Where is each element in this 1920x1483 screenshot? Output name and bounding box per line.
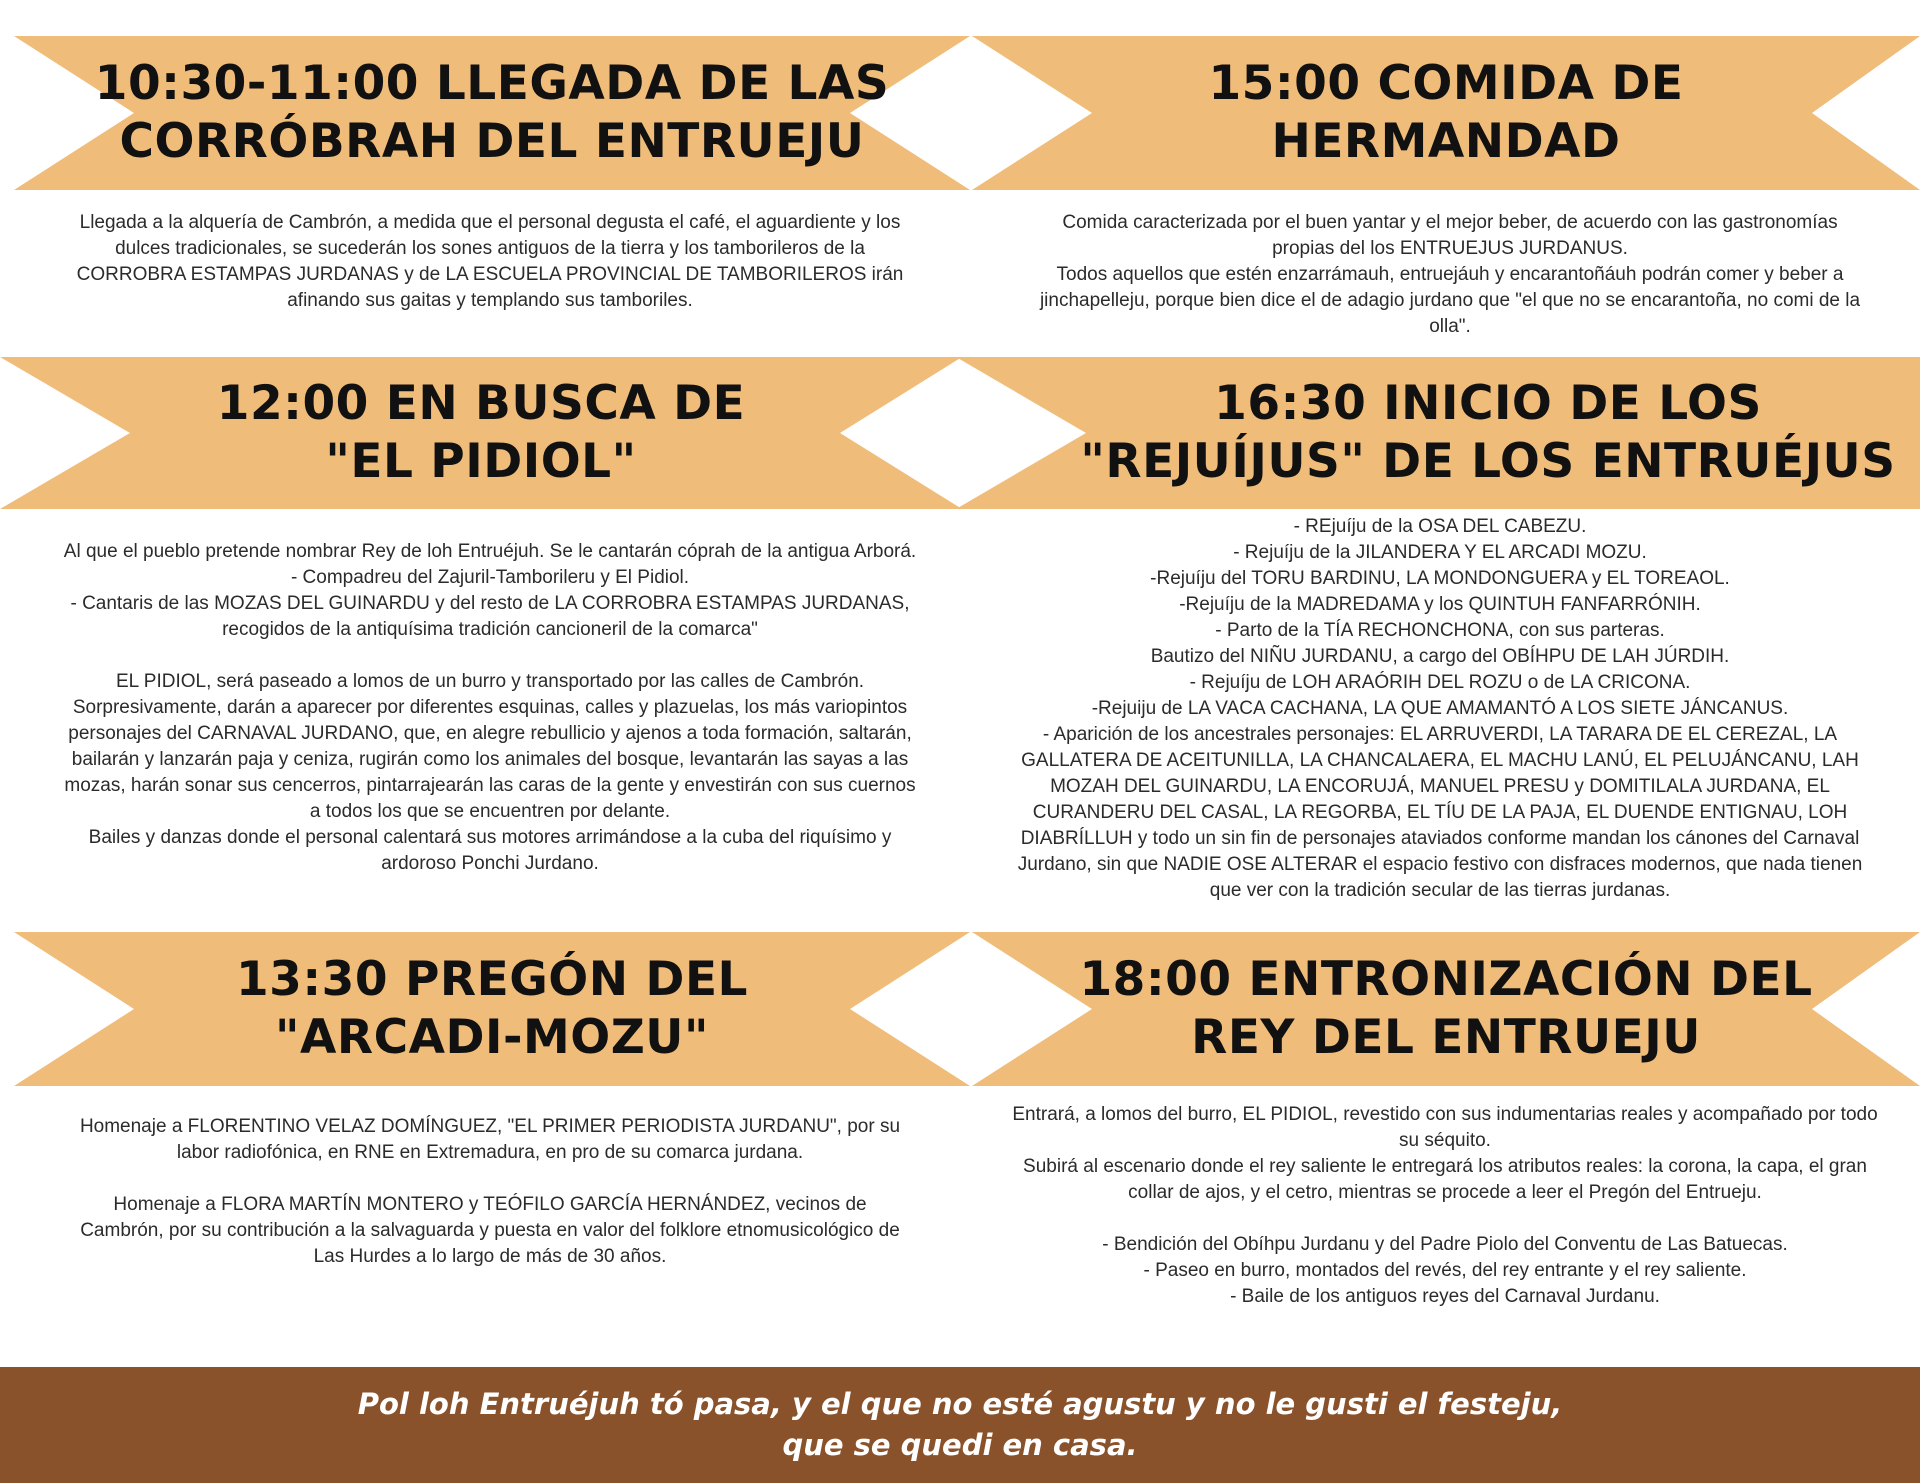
event-4-banner	[956, 357, 1920, 509]
event-1-banner	[14, 36, 970, 190]
paragraph: Homenaje a FLORA MARTÍN MONTERO y TEÓFILO GARCÍA HERNÁNDEZ, vecinos de Cambrón, por su contribución a la salvaguarda y puesta en valor del folklore etnomusicológico de Las Hurdes a lo largo de más de 30 años.	[80, 1194, 900, 1267]
footer-line-1: Pol loh Entruéjuh tó pasa, y el que no esté agustu y no le gusti el festeju,	[357, 1387, 1563, 1421]
event-3-description	[60, 539, 920, 877]
paragraph: Comida caracterizada por el buen yantar y el mejor beber, de acuerdo con las gastronomías propias del los ENTRUEJUS JURDANUS.	[1062, 212, 1838, 259]
event-6-banner	[972, 932, 1920, 1086]
paragraph: - Cantaris de las MOZAS DEL GUINARDU y del resto de LA CORROBRA ESTAMPAS JURDANAS, recogidos de la antiquísima tradición cancioneril de la comarca"	[70, 593, 910, 640]
paragraph: Subirá al escenario donde el rey saliente le entregará los atributos reales: la corona, la capa, el gran collar de ajos, y el cetro, mientras se procede a leer el Pregón del Entrueju.	[1023, 1156, 1867, 1203]
paragraph: -Rejuíju del TORU BARDINU, LA MONDONGUERA y EL TOREAOL.	[1150, 568, 1730, 589]
footer-line-2: que se quedi en casa.	[782, 1428, 1138, 1462]
event-3-banner	[0, 357, 962, 509]
paragraph: - Parto de la TÍA RECHONCHONA, con sus parteras.	[1215, 620, 1665, 641]
event-4-title: 16:30 INICIO DE LOS "REJUÍJUS" DE LOS ENTRUÉJUS	[1080, 376, 1896, 489]
spacer	[60, 643, 920, 669]
paragraph: -Rejuíju de la MADREDAMA y los QUINTUH FANFARRÓNIH.	[1179, 594, 1701, 615]
paragraph: - REjuíju de la OSA DEL CABEZU.	[1293, 516, 1587, 537]
paragraph: Bailes y danzas donde el personal calentará sus motores arrimándose a la cuba del riquísimo y ardoroso Ponchi Jurdano.	[88, 827, 892, 874]
paragraph: - Aparición de los ancestrales personajes: EL ARRUVERDI, LA TARARA DE EL CEREZAL, LA GALLATERA DE ACEITUNILLA, LA CHANCALAERA, EL MACHU LANÚ, EL PELUJÁNCANU, LAH MOZAH DEL GUINARDU, LA ENCORUJÁ, MANUEL PRESU y DOMITILALA JURDANA, EL CURANDERU DEL CASAL, LA REGORBA, EL TÍU DE LA PAJA, EL DUENDE ENTIGNAU, LOH DIABRÍLLUH y todo un sin fin de personajes ataviados conforme mandan los cánones del Carnaval Jurdano, sin que NADIE OSE ALTERAR el espacio festivo con disfraces modernos, que nada tienen que ver con la tradición secular de las tierras jurdanas.	[1017, 724, 1863, 901]
paragraph: - Rejuíju de LOH ARAÓRIH DEL ROZU o de LA CRICONA.	[1189, 672, 1691, 693]
paragraph: - Baile de los antiguos reyes del Carnaval Jurdanu.	[1230, 1286, 1660, 1307]
event-5-banner	[14, 932, 970, 1086]
event-5-description	[70, 1114, 910, 1270]
event-1-title: 10:30-11:00 LLEGADA DE LAS CORRÓBRAH DEL ENTRUEJU	[94, 56, 890, 169]
paragraph: Llegada a la alquería de Cambrón, a medida que el personal degusta el café, el aguardiente y los dulces tradicionales, se sucederán los sones antiguos de la tierra y los tamborileros de la CORROBRA ESTAMPAS JURDANAS y de LA ESCUELA PROVINCIAL DE TAMBORILEROS irán afinando sus gaitas y templando sus tamboriles.	[76, 212, 904, 311]
paragraph: Bautizo del NIÑU JURDANU, a cargo del OBÍHPU DE LAH JÚRDIH.	[1150, 646, 1730, 667]
paragraph: Todos aquellos que estén enzarrámauh, entruejáuh y encarantoñáuh podrán comer y beber a jinchapelleju, porque bien dice el de adagio jurdano que "el que no se encarantoña, no comi de la olla".	[1039, 264, 1861, 337]
event-6-title: 18:00 ENTRONIZACIÓN DEL REY DEL ENTRUEJU	[1079, 952, 1813, 1065]
event-6-description	[1005, 1102, 1885, 1310]
spacer	[1005, 1206, 1885, 1232]
paragraph: EL PIDIOL, será paseado a lomos de un burro y transportado por las calles de Cambrón. Sorpresivamente, darán a aparecer por diferentes esquinas, calles y plazuelas, los más variopintos personajes del CARNAVAL JURDANO, que, en alegre rebullicio y ajenos a toda formación, saltarán, bailarán y lanzarán paja y ceniza, rugirán como los animales del bosque, levantarán las sayas a las mozas, harán sonar sus cencerros, pintarrajearán las caras de la gente y envestirán con sus cuernos a todos los que se encuentren por delante.	[64, 671, 916, 822]
event-1-description	[70, 210, 910, 314]
paragraph: Entrará, a lomos del burro, EL PIDIOL, revestido con sus indumentarias reales y acompañado por todo su séquito.	[1012, 1104, 1878, 1151]
event-5-title: 13:30 PREGÓN DEL "ARCADI-MOZU"	[235, 952, 748, 1065]
paragraph: - Bendición del Obíhpu Jurdanu y del Padre Piolo del Conventu de Las Batuecas.	[1102, 1234, 1788, 1255]
paragraph: - Compadreu del Zajuril-Tamborileru y El Pidiol.	[290, 567, 690, 588]
event-4-description	[1000, 514, 1880, 904]
paragraph: - Paseo en burro, montados del revés, del rey entrante y el rey saliente.	[1143, 1260, 1747, 1281]
paragraph: -Rejuiju de LA VACA CACHANA, LA QUE AMAMANTÓ A LOS SIETE JÁNCANUS.	[1091, 698, 1789, 719]
event-2-description	[1030, 210, 1870, 340]
paragraph: Al que el pueblo pretende nombrar Rey de loh Entruéjuh. Se le cantarán cóprah de la antigua Arborá.	[63, 541, 917, 562]
event-3-title: 12:00 EN BUSCA DE "EL PIDIOL"	[216, 376, 746, 489]
event-2-banner	[972, 36, 1920, 190]
spacer	[70, 1166, 910, 1192]
event-2-title: 15:00 COMIDA DE HERMANDAD	[1208, 56, 1684, 169]
footer-banner	[0, 1367, 1920, 1483]
paragraph: Homenaje a FLORENTINO VELAZ DOMÍNGUEZ, "EL PRIMER PERIODISTA JURDANU", por su labor radiofónica, en RNE en Extremadura, en pro de su comarca jurdana.	[79, 1116, 901, 1163]
paragraph: - Rejuíju de la JILANDERA Y EL ARCADI MOZU.	[1233, 542, 1647, 563]
